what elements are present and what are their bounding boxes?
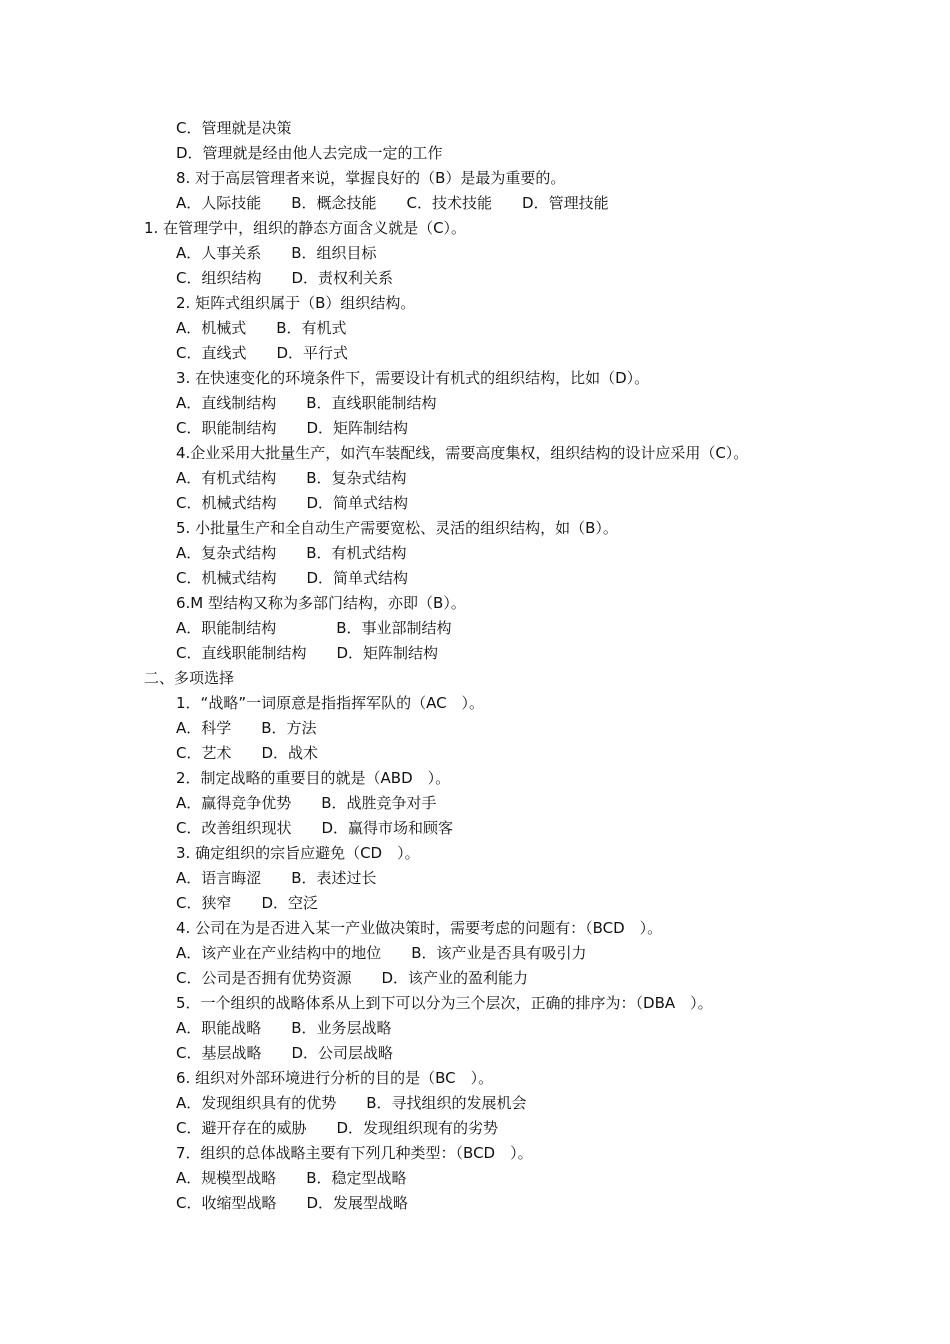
- options-text: C．基层战略 D．公司层战略: [176, 1044, 394, 1062]
- options-text: C．避开存在的威胁 D．发现组织现有的劣势: [176, 1119, 499, 1137]
- question-text: 8. 对于高层管理者来说，掌握良好的（B）是最为重要的。: [176, 169, 566, 187]
- options-text: C．公司是否拥有优势资源 D．该产业的盈利能力: [176, 969, 529, 987]
- options-text: A．规模型战略 B．稳定型战略: [176, 1169, 407, 1187]
- options-text: A．语言晦涩 B．表述过长: [176, 869, 377, 887]
- options-text: A．发现组织具有的优势 B．寻找组织的发展机会: [176, 1094, 527, 1112]
- question-text: 1. 在管理学中，组织的静态方面含义就是（C）。: [144, 219, 467, 237]
- question-text: 5．一个组织的战略体系从上到下可以分为三个层次，正确的排序为：（DBA ）。: [176, 994, 713, 1012]
- options-text: C．职能制结构 D．矩阵制结构: [176, 419, 409, 437]
- options-text: A．该产业在产业结构中的地位 B．该产业是否具有吸引力: [176, 944, 587, 962]
- options-text: C．改善组织现状 D．赢得市场和顾客: [176, 819, 454, 837]
- question-text: 5. 小批量生产和全自动生产需要宽松、灵活的组织结构，如（B）。: [176, 519, 618, 537]
- options-text: C．直线式 D．平行式: [176, 344, 349, 362]
- options-text: C．直线职能制结构 D．矩阵制结构: [176, 644, 439, 662]
- question-text: 1．“战略”一词原意是指指挥军队的（AC ）。: [176, 694, 485, 712]
- question-text: 2. 矩阵式组织属于（B）组织结构。: [176, 294, 416, 312]
- options-text: A．职能战略 B．业务层战略: [176, 1019, 392, 1037]
- options-text: C．艺术 D．战术: [176, 744, 319, 762]
- options-text: C．组织结构 D．责权利关系: [176, 269, 394, 287]
- options-text: C．机械式结构 D．简单式结构: [176, 494, 409, 512]
- question-text: 7．组织的总体战略主要有下列几种类型：（BCD ）。: [176, 1144, 533, 1162]
- options-text: A．直线制结构 B．直线职能制结构: [176, 394, 437, 412]
- options-text: A．人事关系 B．组织目标: [176, 244, 377, 262]
- options-text: A．机械式 B．有机式: [176, 319, 347, 337]
- options-text: A．赢得竞争优势 B．战胜竞争对手: [176, 794, 437, 812]
- question-text: 6. 组织对外部环境进行分析的目的是（BC ）。: [176, 1069, 494, 1087]
- question-text: 2．制定战略的重要目的就是（ABD ）。: [176, 769, 451, 787]
- text-line: D．管理就是经由他人去完成一定的工作: [176, 144, 443, 162]
- question-text: 4.企业采用大批量生产，如汽车装配线，需要高度集权，组织结构的设计应采用（C）。: [176, 444, 749, 462]
- options-text: C．狭窄 D．空泛: [176, 894, 319, 912]
- options-text: A．有机式结构 B．复杂式结构: [176, 469, 407, 487]
- section-heading: 二、多项选择: [144, 669, 235, 687]
- options-text: A．人际技能 B．概念技能 C．技术技能 D．管理技能: [176, 194, 609, 212]
- options-text: C．机械式结构 D．简单式结构: [176, 569, 409, 587]
- question-text: 6.M 型结构又称为多部门结构，亦即（B）。: [176, 594, 466, 612]
- options-text: A．复杂式结构 B．有机式结构: [176, 544, 407, 562]
- text-line: C．管理就是决策: [176, 119, 292, 137]
- question-text: 4. 公司在为是否进入某一产业做决策时，需要考虑的问题有：（BCD ）。: [176, 919, 663, 937]
- question-text: 3. 在快速变化的环境条件下，需要设计有机式的组织结构，比如（D）。: [176, 369, 650, 387]
- options-text: A．科学 B．方法: [176, 719, 317, 737]
- options-text: A．职能制结构 B．事业部制结构: [176, 619, 452, 637]
- question-text: 3. 确定组织的宗旨应避免（CD ）。: [176, 844, 420, 862]
- options-text: C．收缩型战略 D．发展型战略: [176, 1194, 409, 1212]
